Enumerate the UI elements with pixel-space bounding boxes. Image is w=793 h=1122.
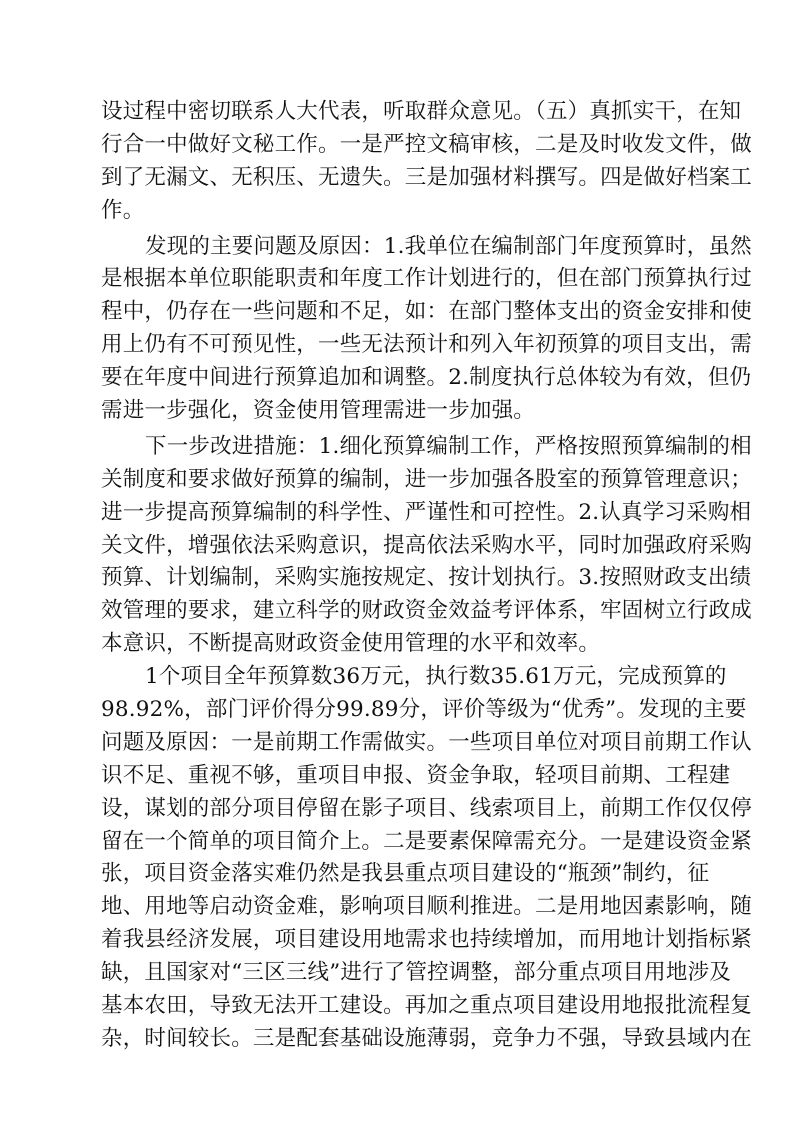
paragraph-2 <box>101 231 753 428</box>
text-line: 作。 <box>101 197 145 223</box>
text-line: 是根据本单位职能职责和年度工作计划进行的，但在部门预算执行过 <box>101 266 753 292</box>
paragraph-4 <box>101 661 753 1056</box>
text-line: 到了无漏文、无积压、无遗失。三是加强材料撰写。四是做好档案工 <box>101 164 753 190</box>
text-line: 设过程中密切联系人大代表，听取群众意见。（五）真抓实干，在知 <box>101 99 742 124</box>
text-line: 98.92%，部门评价得分99.89分，评价等级为“优秀”。发现的主要 <box>101 697 747 723</box>
text-line: 行合一中做好文秘工作。一是严控文稿审核，二是及时收发文件，做 <box>101 131 753 157</box>
text-line: 地、用地等启动资金难，影响项目顺利推进。二是用地因素影响，随 <box>101 894 753 920</box>
text-line: 需进一步强化，资金使用管理需进一步加强。 <box>101 398 536 424</box>
text-line: 关制度和要求做好预算的编制，进一步加强各股室的预算管理意识； <box>101 466 753 492</box>
text-line: 识不足、重视不够，重项目申报、资金争取，轻项目前期、工程建 <box>101 762 731 788</box>
text-line: 1个项目全年预算数36万元，执行数35.61万元，完成预算的 <box>145 664 727 690</box>
text-line: 预算、计划编制，采购实施按规定、按计划执行。3.按照财政支出绩 <box>101 565 752 591</box>
paragraph-1 <box>101 96 753 228</box>
text-line: 设，谋划的部分项目停留在影子项目、线索项目上，前期工作仅仅停 <box>101 795 753 821</box>
text-line: 基本农田，导致无法开工建设。再加之重点项目建设用地报批流程复 <box>101 993 753 1019</box>
text-line: 缺，且国家对“三区三线”进行了管控调整，部分重点项目用地涉及 <box>101 960 731 986</box>
text-line: 效管理的要求，建立科学的财政资金效益考评体系，牢固树立行政成 <box>101 598 753 624</box>
text-line: 留在一个简单的项目简介上。二是要素保障需充分。一是建设资金紧 <box>101 828 753 854</box>
text-line: 本意识，不断提高财政资金使用管理的水平和效率。 <box>101 631 601 657</box>
text-line: 进一步提高预算编制的科学性、严谨性和可控性。2.认真学习采购相 <box>101 499 752 525</box>
text-line: 关文件，增强依法采购意识，提高依法采购水平，同时加强政府采购 <box>101 532 753 558</box>
document-body <box>101 96 753 1056</box>
text-line: 张，项目资金落实难仍然是我县重点项目建设的“瓶颈”制约，征 <box>101 861 710 887</box>
text-line: 下一步改进措施：1.细化预算编制工作，严格按照预算编制的相 <box>145 433 752 459</box>
text-line: 要在年度中间进行预算追加和调整。2.制度执行总体较为有效，但仍 <box>101 365 752 391</box>
text-line: 发现的主要问题及原因：1.我单位在编制部门年度预算时，虽然 <box>145 233 752 259</box>
text-line: 程中，仍存在一些问题和不足，如：在部门整体支出的资金安排和使 <box>101 299 753 325</box>
text-line: 杂，时间较长。三是配套基础设施薄弱，竞争力不强，导致县域内在 <box>101 1025 753 1051</box>
text-line: 问题及原因：一是前期工作需做实。一些项目单位对项目前期工作认 <box>101 729 753 755</box>
text-line: 用上仍有不可预见性，一些无法预计和列入年初预算的项目支出，需 <box>101 332 753 358</box>
paragraph-3 <box>101 431 753 661</box>
text-line: 着我县经济发展，项目建设用地需求也持续增加，而用地计划指标紧 <box>101 927 753 953</box>
